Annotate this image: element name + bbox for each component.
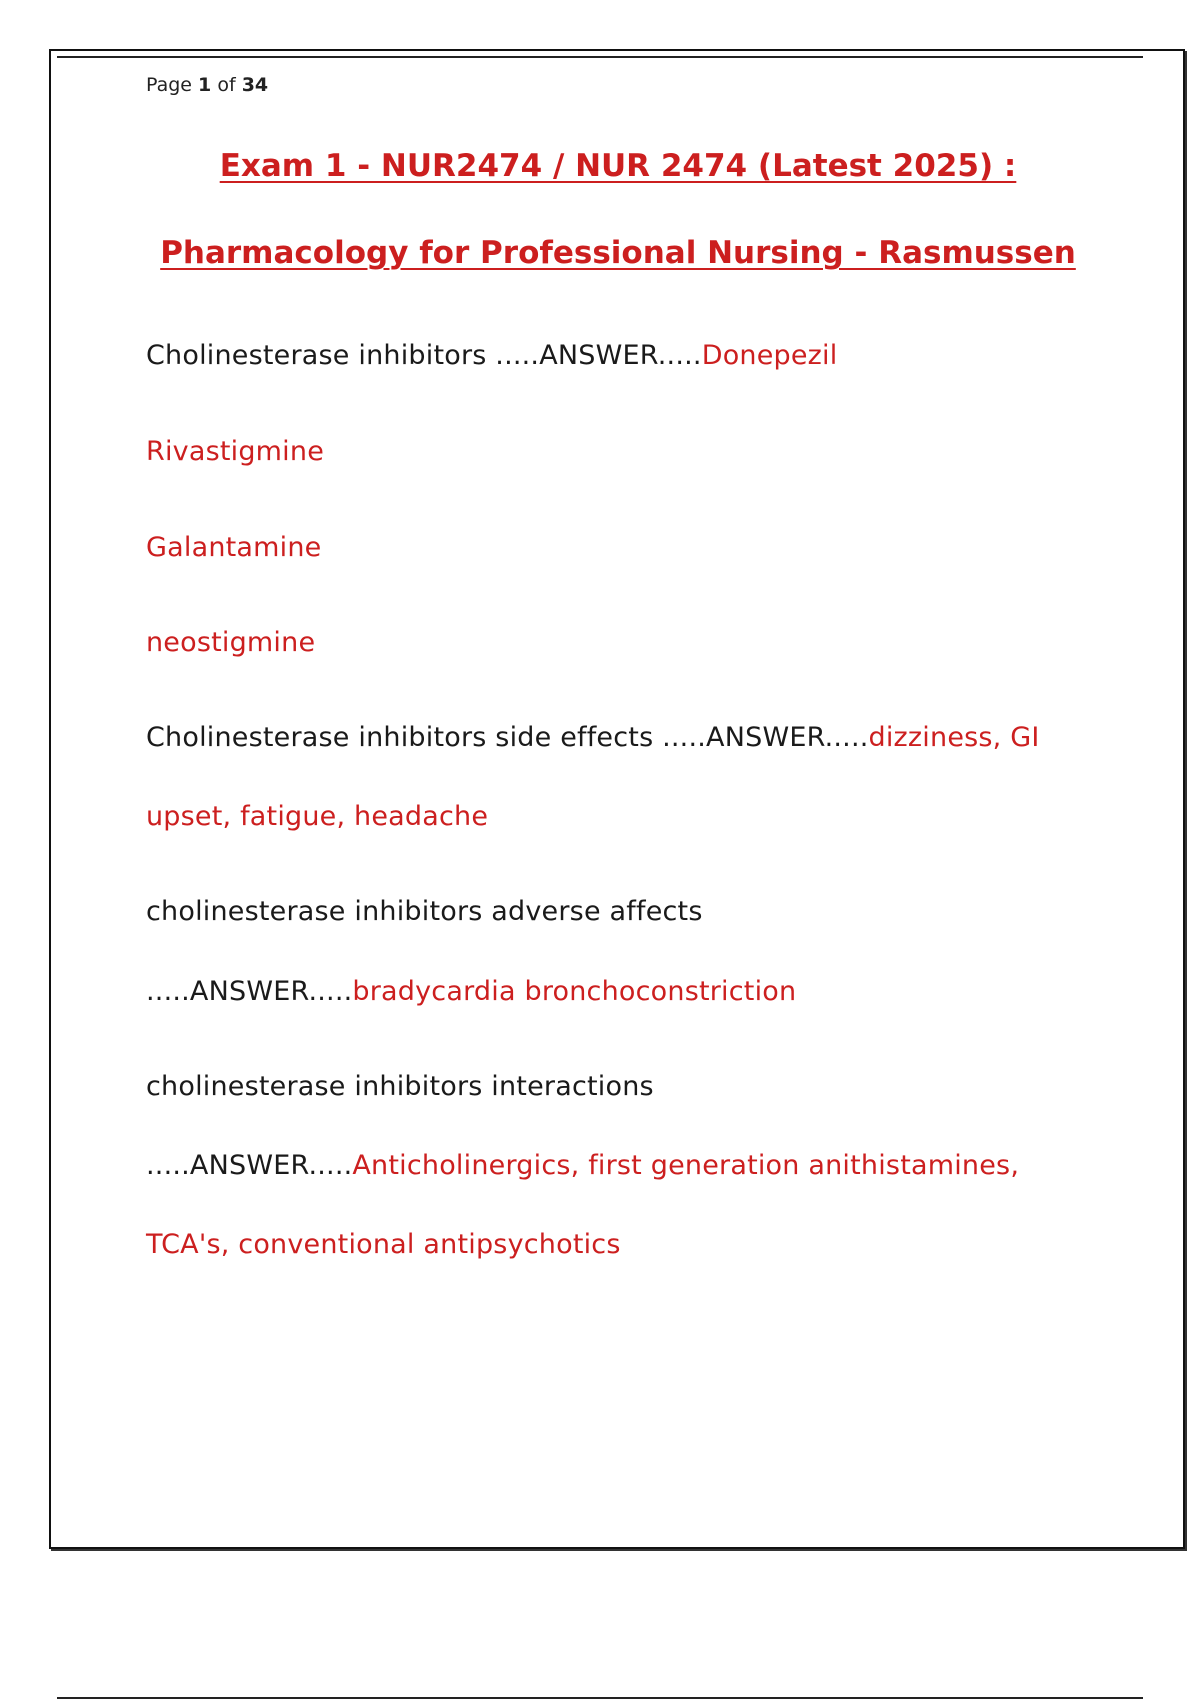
qa-item-2	[146, 722, 1040, 753]
question-text: Cholinesterase inhibitors side effects .....ANSWER.....	[146, 722, 869, 753]
current-page: 1	[198, 74, 212, 96]
page-frame	[49, 49, 1185, 1549]
answer-line: upset, fatigue, headache	[146, 801, 489, 832]
answer-text: dizziness, GI	[868, 722, 1040, 753]
page-indicator	[146, 74, 268, 96]
document-title-line-2: Pharmacology for Professional Nursing - Rasmussen	[160, 235, 1076, 271]
answer-text: Anticholinergics, first generation anithistamines,	[352, 1150, 1020, 1181]
page-label: Page	[146, 74, 192, 96]
question-text: Cholinesterase inhibitors .....ANSWER.....	[146, 340, 702, 371]
answer-line: TCA's, conventional antipsychotics	[146, 1229, 621, 1260]
answer-line: neostigmine	[146, 627, 316, 658]
of-label: of	[217, 74, 236, 96]
total-pages: 34	[241, 74, 269, 96]
qa-item-1	[146, 340, 837, 371]
qa-item-3: cholinesterase inhibitors adverse affects	[146, 896, 703, 927]
document-title-line-1: Exam 1 - NUR2474 / NUR 2474 (Latest 2025) :	[219, 148, 1017, 184]
answer-text: bradycardia bronchoconstriction	[352, 976, 797, 1007]
answer-prefix: .....ANSWER.....	[146, 976, 353, 1007]
qa-item-4: cholinesterase inhibitors interactions	[146, 1071, 654, 1102]
answer-prefix: .....ANSWER.....	[146, 1150, 353, 1181]
answer-line: Rivastigmine	[146, 436, 325, 467]
answer-line	[146, 1150, 1019, 1181]
answer-line: Galantamine	[146, 532, 322, 563]
bottom-rule	[57, 1697, 1143, 1699]
answer-line	[146, 976, 796, 1007]
answer-text: Donepezil	[701, 340, 838, 371]
